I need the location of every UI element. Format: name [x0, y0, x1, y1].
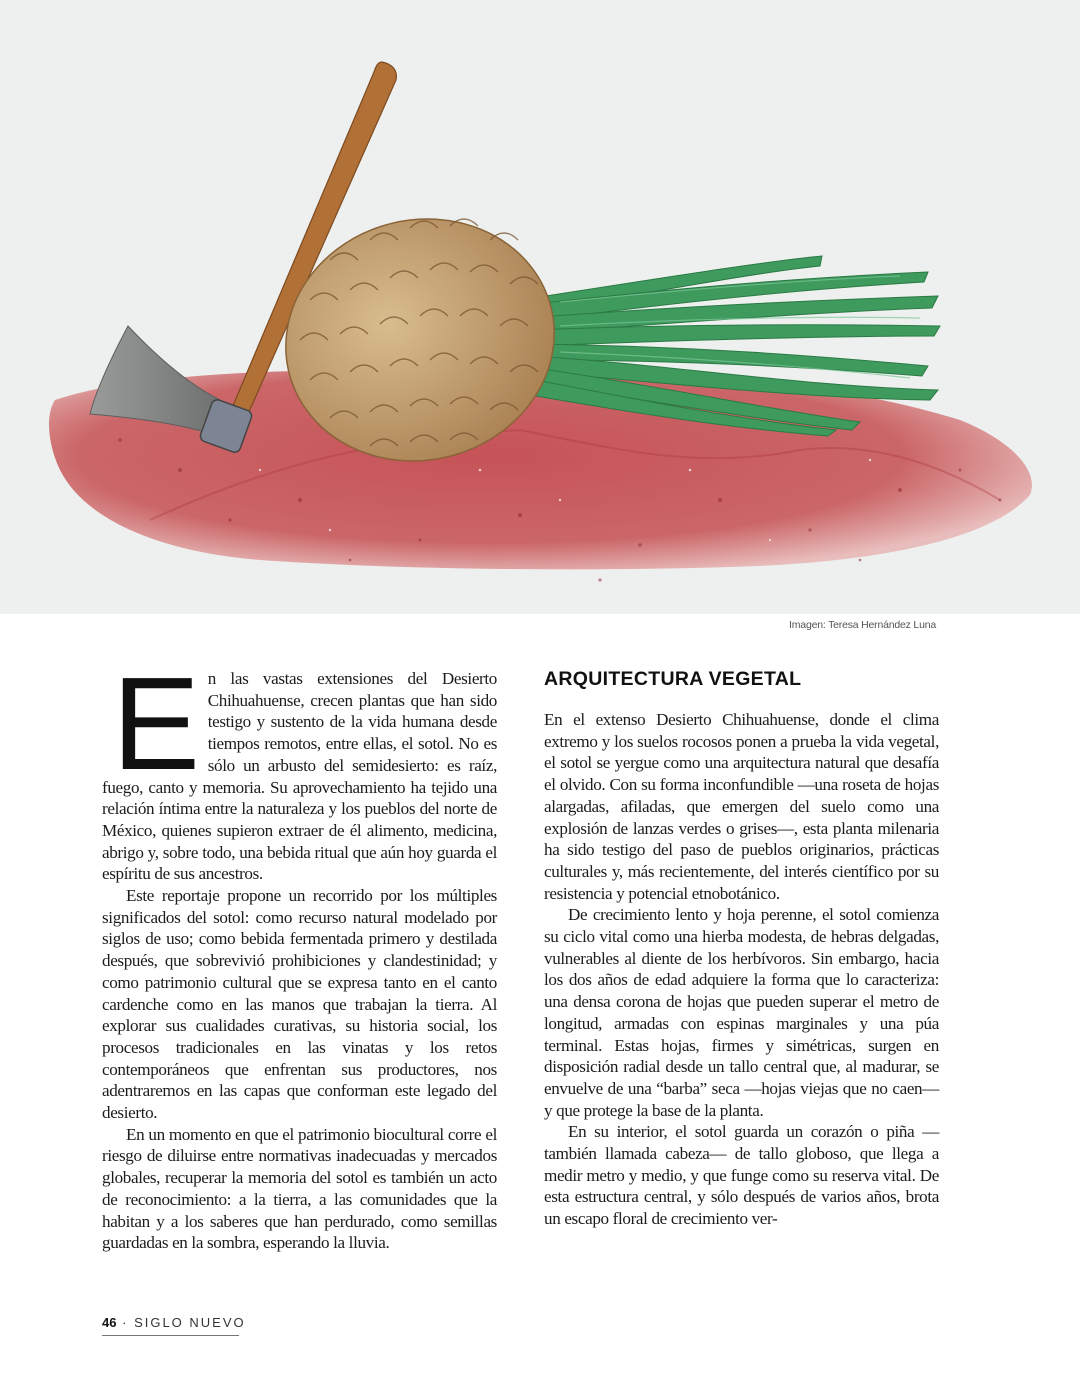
body-paragraph: Este reportaje propone un recorrido por los múltiples significados del sotol: como recurso natural modelado por siglos de uso; como bebida fermentada primero y destilada después, que sobrevivió prohibiciones y clandestinidad; y como patrimonio cultural que se expresa tanto en el canto cardenche como en las manos que trabajan la tierra. Al explorar sus cualidades curativas, su historia social, los procesos tradicionales en las vinatas y los retos contemporáneos que enfrentan sus productores, nos adentraremos en las capas que conforman este legado del desierto. — [102, 886, 497, 1123]
section-heading: ARQUITECTURA VEGETAL — [544, 668, 802, 690]
image-credit: Imagen: Teresa Hernández Luna — [789, 619, 936, 631]
intro-paragraph — [102, 650, 497, 885]
page-number: 46 — [102, 1315, 117, 1330]
illustration-artwork — [0, 0, 1080, 614]
sotol-illustration — [0, 0, 1080, 614]
article-left-column — [102, 650, 497, 1254]
drop-cap: E — [112, 650, 200, 797]
footer-separator: · — [122, 1315, 129, 1330]
body-paragraph: En su interior, el sotol guarda un corazón o piña —también llamada cabeza— de tallo globoso, que llega a medir metro y medio, y que funge como su reserva vital. De esta estructura central, y sólo después de varios años, brota un escapo floral de crecimiento ver- — [544, 1122, 939, 1229]
intro-text: n las vastas extensiones del Desierto Chihuahuense, crecen plantas que han sido testigo y sustento de la vida humana desde tiempos remotos, entre ellas, el sotol. No es sólo un arbusto del semidesierto: es raíz, fuego, canto y memoria. Su aprovechamiento ha tejido una relación íntima entre la naturaleza y los pueblos del norte de México, quienes supieron extraer de él alimento, medicina, abrigo y, sobre todo, una bebida ritual que aún hoy guarda el espíritu de sus ancestros. — [102, 669, 497, 884]
body-paragraph: En un momento en que el patrimonio biocultural corre el riesgo de diluirse entre normativas inadecuadas y mercados globales, recuperar la memoria del sotol es también un acto de reconocimiento: a la tierra, a las comunidades que la habitan y a los saberes que han perdurado, como semillas guardadas en la sombra, esperando la lluvia. — [102, 1124, 497, 1253]
page-footer — [102, 1315, 246, 1336]
body-paragraph: De crecimiento lento y hoja perenne, el sotol comienza su ciclo vital como una hierba modesta, de hebras delgadas, vulnerables al diente de los herbívoros. Sin embargo, hacia los dos años de edad adquiere la forma que lo caracteriza: una densa corona de hojas que pueden superar el metro de longitud, armadas con espinas marginales y una púa terminal. Estas hojas, firmes y simétricas, surgen en disposición radial desde un tallo central que, al madurar, se envuelve de una “barba” seca —hojas viejas que no caen— y que protege la base de la planta. — [544, 905, 939, 1120]
article-right-column — [544, 668, 939, 1230]
body-paragraph: En el extenso Desierto Chihuahuense, donde el clima extremo y los suelos rocosos ponen a prueba la vida vegetal, el sotol se yergue como una arquitectura natural que desafía el olvido. Con su forma inconfundible —una roseta de hojas alargadas, afiladas, que emergen del suelo como una explosión de lanzas verdes o grises—, esta planta milenaria ha sido testigo del paso de pueblos originarios, prácticas culturales y, más recientemente, del interés científico por su resistencia y potencial etnobotánico. — [544, 710, 939, 903]
publication-name: SIGLO NUEVO — [134, 1315, 246, 1330]
